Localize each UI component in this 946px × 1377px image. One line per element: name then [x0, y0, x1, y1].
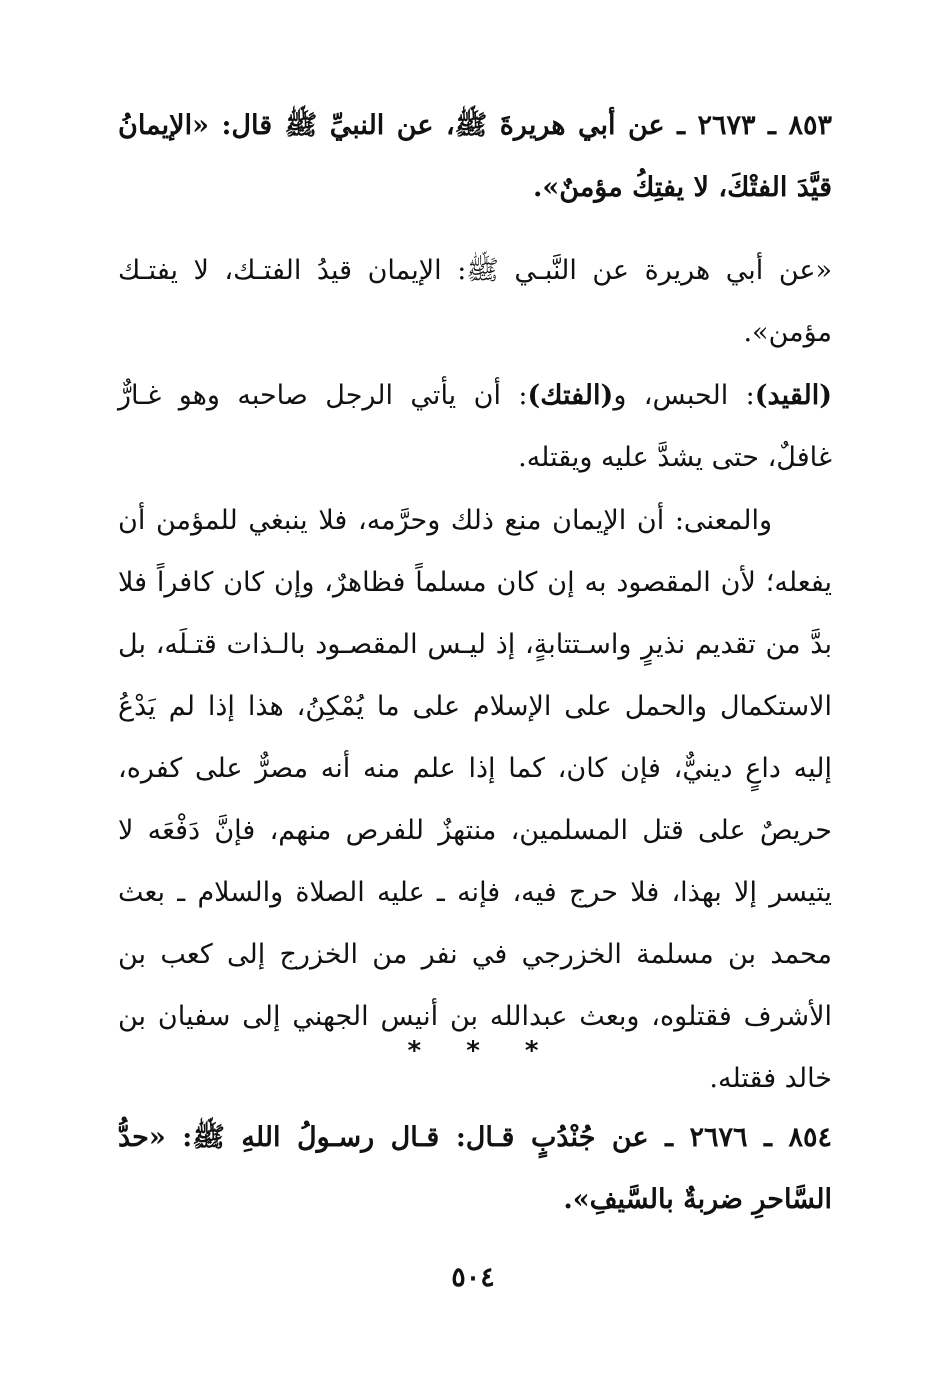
- hadith-854: ٨٥٤ ـ ٢٦٧٦ ـ عن جُنْدُبٍ قـال: قـال رسـولُ اللهِ ﷺ: «حدُّ السَّاحرِ ضربةٌ بالسَّيفِ».: [118, 1122, 832, 1215]
- definition-qayd: : الحبس، و: [613, 380, 755, 411]
- definition-fatk: : أن يأتي الرجل صاحبه وهو غـارٌّ غافلٌ، حتى يشدَّ عليه ويقتله.: [118, 380, 832, 473]
- commentary-paragraph-3: والمعنى: أن الإيمان منع ذلك وحرَّمه، فلا ينبغي للمؤمن أن يفعله؛ لأن المقصود به إن كان مسلماً فظاهرٌ، وإن كان كافراً فلا بدَّ من تقديم نذيرٍ واسـتتابةٍ، إذ ليـس المقصـود بالـذات قتـلَه، بل الاستكمال والحمل على الإسلام على ما يُمْكِنُ، هذا إذا لم يَدْعُ إليه داعٍ دينيٌّ، فإن كان، كما إذا علم منه أنه مصرٌّ على كفره، حريصٌ على قتل المسلمين، منتهزٌ للفرص منهم، فإنَّ دَفْعَه لا يتيسر إلا بهذا، فلا حرج فيه، فإنه ـ عليه الصلاة والسلام ـ بعث محمد بن مسلمة الخزرجي في نفر من الخزرج إلى كعب بن الأشرف فقتلوه، وبعث عبدالله بن أنيس الجهني إلى سفيان بن خالد فقتله.: [118, 505, 832, 1094]
- page-number: ٥٠٤: [451, 1262, 495, 1293]
- commentary-paragraph-1: «عن أبي هريرة عن النَّبـي ﷺ: الإيمان قيدُ الفتـك، لا يفتـك مؤمن».: [118, 255, 832, 348]
- term-qayd: (القيد): [754, 380, 832, 411]
- hadith-853: ٨٥٣ ـ ٢٦٧٣ ـ عن أبي هريرةَ ﷺ، عن النبيِّ ﷺ قال: «الإيمانُ قيَّدَ الفتْكَ، لا يفتِكُ مؤمنٌ».: [118, 110, 832, 203]
- term-fatk: (الفتك): [527, 380, 614, 411]
- commentary-paragraph-2: [118, 365, 832, 489]
- section-separator: * * *: [407, 1036, 557, 1066]
